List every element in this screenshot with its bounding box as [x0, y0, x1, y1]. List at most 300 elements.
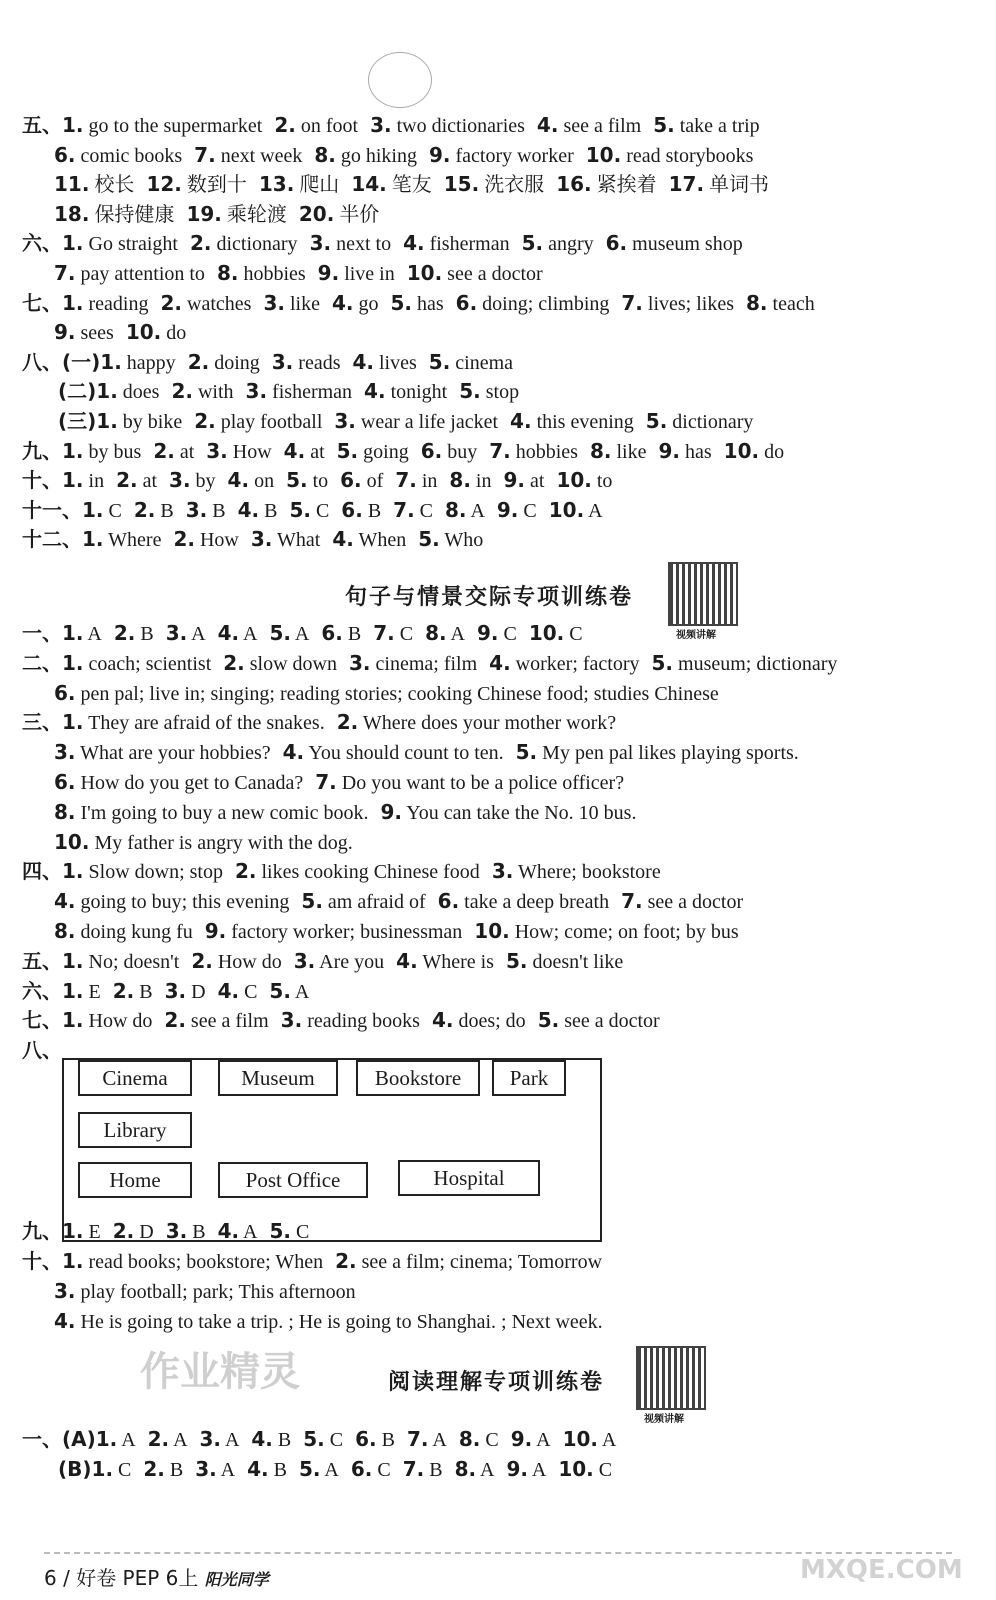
- answer-item: [169, 467, 216, 494]
- answer-number: 2.: [164, 1008, 186, 1033]
- answer-text: You should count to ten.: [308, 742, 504, 765]
- answer-item: [646, 408, 754, 435]
- answer-item: [82, 526, 161, 553]
- answer-text: Are you: [319, 950, 385, 973]
- answer-item: [556, 171, 656, 198]
- answer-number: 2.: [147, 1427, 170, 1451]
- answer-text: to: [596, 470, 613, 493]
- answer-text: A: [324, 1459, 339, 1481]
- section-2-title: 句子与情景交际专项训练卷: [345, 585, 634, 610]
- answer-line: [22, 650, 849, 677]
- answer-item: [522, 230, 594, 257]
- answer-number: 5.: [653, 113, 675, 137]
- page-number: 6: [44, 1566, 57, 1590]
- top-stamp: [368, 52, 432, 108]
- answer-number: 16.: [556, 172, 592, 197]
- answer-item: [62, 290, 149, 317]
- answer-item: [153, 438, 194, 465]
- answer-item: [395, 467, 437, 494]
- answer-text: museum shop: [632, 233, 743, 256]
- qr-caption: 视频讲解: [676, 630, 716, 641]
- answer-number: 9.: [510, 1427, 533, 1451]
- answer-text: read storybooks: [626, 144, 754, 167]
- answer-text: at: [142, 470, 158, 493]
- answer-number: 10.: [556, 468, 592, 493]
- watermark-corner: MXQE.COM: [800, 1555, 963, 1585]
- answer-number: 19.: [186, 201, 222, 226]
- answer-text: 紧挨着: [596, 174, 657, 197]
- answer-text: B: [192, 1221, 206, 1243]
- answer-text: pay attention to: [80, 263, 205, 285]
- answer-number: 8.: [589, 438, 612, 463]
- answer-line: [22, 349, 525, 376]
- answer-text: see a doctor: [647, 891, 744, 914]
- answer-number: 5.: [537, 1008, 560, 1033]
- answer-number: 3.: [309, 231, 332, 256]
- answer-number: 10.: [125, 320, 162, 345]
- answer-number: 3.: [164, 978, 187, 1003]
- answer-text: at: [310, 440, 325, 463]
- question-label: 五、: [22, 948, 62, 973]
- answer-item: [621, 888, 743, 915]
- answer-number: 2.: [336, 710, 359, 735]
- answer-text: with: [197, 381, 234, 404]
- answer-item: [449, 467, 491, 494]
- answer-text: hobbies: [243, 263, 306, 285]
- answer-number: 2.: [116, 468, 138, 493]
- answer-item: [228, 467, 275, 494]
- answer-line: [22, 438, 796, 465]
- answer-item: [318, 260, 395, 287]
- answer-number: 4.: [217, 978, 240, 1003]
- answer-item: [445, 497, 485, 524]
- answer-text: B: [381, 1429, 395, 1451]
- answer-item: [218, 978, 258, 1005]
- answer-text: likes cooking Chinese food: [261, 861, 480, 884]
- answer-item: [54, 201, 174, 228]
- answer-item: [511, 1426, 551, 1453]
- answer-text: by bus: [88, 440, 142, 463]
- answer-item: [54, 769, 303, 796]
- answer-number: 1.: [62, 290, 84, 315]
- answer-number: 4.: [331, 290, 354, 315]
- answer-text: You can take the No. 10 bus.: [406, 801, 637, 824]
- answer-line: [22, 709, 628, 736]
- answer-item: [294, 948, 384, 975]
- answer-text: museum; dictionary: [678, 652, 838, 675]
- answer-number: 2.: [187, 349, 210, 374]
- answer-text: do: [764, 440, 785, 463]
- answer-number: 4.: [396, 948, 418, 973]
- answer-text: A: [536, 1429, 551, 1451]
- answer-line: [22, 1426, 628, 1453]
- answer-number: 7.: [489, 438, 511, 463]
- answer-text: C: [377, 1459, 391, 1481]
- answer-item: [337, 438, 409, 465]
- answer-number: 7.: [621, 889, 643, 914]
- answer-item: [173, 526, 238, 553]
- map-box-home: Home: [78, 1162, 192, 1198]
- answer-number: 8.: [314, 142, 336, 167]
- question-label: (三): [58, 409, 97, 433]
- answer-number: 15.: [443, 172, 480, 197]
- answer-number: 2.: [160, 290, 183, 315]
- answer-text: When: [358, 529, 407, 552]
- answer-item: [341, 497, 381, 524]
- answer-text: see a film: [563, 115, 642, 137]
- answer-item: [218, 1218, 258, 1245]
- answer-item: [370, 112, 525, 139]
- answer-text: cinema: [455, 351, 514, 374]
- answer-text: going: [363, 440, 409, 463]
- answer-text: C: [329, 1429, 344, 1451]
- answer-text: buy: [447, 440, 478, 463]
- answer-item: [315, 769, 624, 796]
- answer-text: 数到十: [186, 174, 247, 197]
- answer-number: 3.: [206, 438, 228, 463]
- answer-line: [54, 799, 648, 826]
- answer-item: [238, 497, 278, 524]
- answer-item: [96, 378, 159, 405]
- answer-text: B: [277, 1429, 292, 1451]
- answer-item: [54, 888, 289, 915]
- answer-text: C: [419, 499, 434, 522]
- answer-text: going to buy; this evening: [80, 891, 290, 914]
- answer-item: [351, 171, 431, 198]
- answer-number: 2.: [153, 438, 175, 463]
- answer-text: My father is angry with the dog.: [94, 831, 353, 854]
- question-label: (B): [58, 1457, 92, 1481]
- answer-item: [62, 1218, 101, 1245]
- answer-text: B: [367, 499, 382, 522]
- answer-text: slow down: [249, 652, 337, 675]
- answer-text: Do you want to be a police officer?: [341, 772, 625, 794]
- answer-number: 6.: [455, 290, 478, 315]
- answer-item: [235, 858, 480, 885]
- answer-item: [62, 112, 262, 139]
- answer-text: has: [416, 292, 444, 315]
- question-label: 五、: [22, 113, 62, 137]
- answer-number: 4.: [332, 527, 354, 552]
- answer-text: C: [108, 499, 122, 522]
- answer-number: 6.: [340, 468, 362, 493]
- answer-text: see a doctor: [447, 263, 543, 285]
- answer-item: [274, 112, 358, 139]
- question-label: 六、: [22, 231, 62, 256]
- answer-item: [556, 467, 612, 494]
- answer-text: B: [212, 499, 226, 522]
- map-box-park: Park: [492, 1060, 566, 1096]
- answer-number: 1.: [62, 978, 84, 1003]
- answer-line: [54, 260, 555, 287]
- question-label: 一、(A): [22, 1427, 96, 1451]
- answer-text: A: [480, 1459, 495, 1481]
- answer-number: 8.: [54, 799, 76, 824]
- answer-item: [62, 1007, 152, 1034]
- answer-text: happy: [126, 351, 176, 374]
- answer-text: wear a life jacket: [360, 411, 499, 433]
- answer-number: 9.: [204, 919, 227, 943]
- answer-item: [206, 438, 271, 465]
- answer-text: E: [88, 1221, 101, 1243]
- section-3-title: 阅读理解专项训练卷: [388, 1370, 605, 1395]
- answer-text: doesn't like: [532, 950, 624, 973]
- answer-line: [54, 829, 365, 856]
- answer-number: 3.: [169, 468, 191, 493]
- answer-text: Where; bookstore: [517, 861, 661, 884]
- answer-text: My pen pal likes playing sports.: [542, 742, 799, 765]
- answer-number: 9.: [380, 799, 403, 824]
- answer-text: B: [160, 499, 174, 522]
- answer-text: A: [191, 623, 206, 645]
- answer-item: [289, 497, 329, 524]
- answer-item: [113, 1218, 154, 1245]
- answer-line: [54, 319, 198, 346]
- answer-number: 9.: [506, 1457, 528, 1481]
- answer-item: [188, 349, 260, 376]
- answer-item: [281, 1007, 420, 1034]
- answer-number: 4.: [536, 113, 559, 137]
- book-title: 好卷 PEP 6上: [76, 1566, 199, 1590]
- answer-text: D: [191, 980, 206, 1003]
- answer-number: 20.: [298, 201, 335, 226]
- answer-line: [22, 230, 755, 257]
- question-label: 九、: [22, 1219, 62, 1243]
- answer-text: by bike: [122, 411, 183, 433]
- answer-item: [403, 1456, 443, 1483]
- answer-item: [364, 378, 447, 405]
- qr-code-icon-2[interactable]: [636, 1346, 706, 1410]
- answer-number: 1.: [100, 349, 122, 374]
- answer-item: [351, 1456, 391, 1483]
- answer-line: [22, 526, 495, 553]
- answer-text: in: [475, 470, 492, 493]
- answer-item: [92, 1456, 132, 1483]
- answer-text: C: [503, 623, 517, 645]
- answer-item: [506, 1456, 546, 1483]
- answer-item: [455, 1456, 495, 1483]
- answer-item: [143, 1456, 183, 1483]
- answer-item: [497, 497, 537, 524]
- answer-item: [126, 319, 186, 346]
- footer-separator: /: [63, 1566, 70, 1590]
- answer-text: worker; factory: [515, 652, 640, 675]
- answer-item: [186, 201, 286, 228]
- answer-number: 7.: [406, 1427, 429, 1451]
- answer-number: 11.: [54, 172, 90, 197]
- answer-text: see a film: [190, 1010, 269, 1033]
- answer-text: B: [140, 623, 154, 645]
- answer-item: [54, 799, 369, 826]
- answer-item: [62, 858, 223, 885]
- question-label: 十、: [22, 468, 62, 493]
- answer-text: 校长: [94, 174, 135, 197]
- answer-text: doing: [214, 351, 260, 374]
- answer-text: angry: [548, 233, 594, 256]
- answer-number: 6.: [350, 1457, 373, 1481]
- answer-number: 2.: [173, 527, 195, 552]
- answer-text: B: [273, 1459, 287, 1481]
- qr-code-icon[interactable]: [668, 562, 738, 626]
- answer-text: next to: [336, 233, 392, 256]
- answer-item: [283, 739, 504, 766]
- answer-text: in: [88, 470, 105, 493]
- answer-line: [22, 467, 624, 494]
- answer-item: [54, 739, 271, 766]
- answer-text: live in: [344, 263, 395, 285]
- answer-item: [425, 620, 465, 647]
- answer-number: 9.: [54, 320, 76, 345]
- answer-number: 5.: [428, 349, 451, 374]
- answer-number: 3.: [165, 1219, 188, 1243]
- answer-text: What: [277, 529, 321, 552]
- answer-line: [22, 1218, 321, 1245]
- answer-text: A: [588, 499, 603, 522]
- answer-item: [303, 1426, 343, 1453]
- answer-number: 5.: [286, 468, 308, 493]
- question-label: 八、(一): [22, 349, 101, 374]
- footer-divider: [44, 1552, 952, 1554]
- answer-number: 8.: [449, 468, 471, 493]
- answer-number: 1.: [62, 231, 84, 256]
- answer-line: [54, 739, 811, 766]
- answer-text: He is going to take a trip. ; He is going to Shanghai. ; Next week.: [80, 1311, 603, 1333]
- answer-item: [269, 620, 309, 647]
- answer-item: [100, 349, 175, 376]
- answer-number: 10.: [54, 829, 90, 854]
- answer-text: C: [485, 1429, 499, 1451]
- map-box-hospital: Hospital: [398, 1160, 540, 1196]
- answer-number: 10.: [723, 438, 760, 463]
- answer-item: [299, 1456, 339, 1483]
- answer-item: [62, 467, 104, 494]
- answer-item: [396, 948, 494, 975]
- answer-item: [407, 1426, 447, 1453]
- answer-number: 2.: [113, 621, 136, 645]
- answer-number: 3.: [263, 290, 285, 315]
- answer-number: 10.: [562, 1427, 599, 1451]
- answer-number: 1.: [62, 621, 84, 645]
- answer-item: [134, 497, 174, 524]
- answer-text: Who: [444, 529, 484, 552]
- answer-number: 5.: [269, 978, 291, 1003]
- answer-line: [58, 1456, 624, 1483]
- answer-number: 10.: [558, 1457, 594, 1481]
- answer-item: [284, 438, 325, 465]
- answer-item: [529, 620, 583, 647]
- answer-text: lives: [379, 351, 417, 374]
- answer-text: go hiking: [340, 144, 417, 167]
- answer-line: [54, 1308, 615, 1335]
- answer-number: 5.: [269, 621, 291, 645]
- footer: [44, 1562, 269, 1591]
- answer-text: play football: [220, 411, 323, 433]
- answer-line: [22, 948, 635, 975]
- answer-item: [62, 230, 178, 257]
- answer-item: [332, 526, 406, 553]
- answer-text: They are afraid of the snakes.: [88, 712, 325, 735]
- answer-item: [247, 1456, 287, 1483]
- answer-text: A: [224, 1429, 240, 1451]
- answer-number: 4.: [431, 1008, 454, 1033]
- answer-item: [444, 171, 544, 198]
- answer-text: C: [244, 980, 258, 1003]
- answer-text: C: [523, 499, 537, 522]
- answer-text: 爬山: [299, 174, 340, 197]
- answer-text: Where is: [422, 950, 494, 973]
- answer-item: [113, 978, 153, 1005]
- answer-text: A: [450, 623, 465, 645]
- answer-item: [558, 1456, 612, 1483]
- answer-item: [62, 650, 211, 677]
- answer-item: [332, 290, 379, 317]
- answer-item: [407, 260, 543, 287]
- answer-number: 3.: [165, 621, 188, 645]
- answer-item: [429, 142, 574, 169]
- answer-line: [22, 497, 615, 524]
- question-label: 四、: [22, 859, 62, 884]
- answer-item: [54, 171, 134, 198]
- answer-text: A: [294, 980, 310, 1003]
- answer-item: [62, 620, 102, 647]
- answer-item: [62, 978, 101, 1005]
- answer-item: [474, 918, 738, 945]
- answer-item: [200, 1426, 240, 1453]
- answer-item: [194, 142, 302, 169]
- answer-number: 4.: [489, 650, 511, 675]
- answer-number: 6.: [605, 231, 628, 256]
- answer-number: 6.: [355, 1427, 377, 1451]
- answer-text: in: [421, 470, 438, 493]
- answer-text: on: [254, 470, 275, 493]
- answer-item: [352, 349, 416, 376]
- answer-text: B: [139, 980, 153, 1003]
- answer-number: 1.: [96, 379, 118, 404]
- answer-item: [537, 112, 641, 139]
- answer-number: 8.: [746, 290, 768, 315]
- answer-text: 洗衣服: [484, 174, 545, 197]
- answer-item: [164, 1007, 268, 1034]
- answer-number: 14.: [351, 172, 387, 197]
- answer-number: 1.: [82, 497, 104, 522]
- answer-number: 7.: [373, 621, 395, 645]
- answer-item: [96, 1426, 136, 1453]
- answer-text: fisherman: [429, 233, 510, 256]
- answer-item: [148, 1426, 188, 1453]
- answer-item: [477, 620, 517, 647]
- answer-number: 10.: [406, 261, 443, 285]
- answer-item: [96, 408, 182, 435]
- answer-item: [62, 709, 325, 736]
- question-label: 八、: [22, 1038, 62, 1063]
- answer-item: [269, 978, 309, 1005]
- answer-number: 7.: [315, 770, 337, 794]
- answer-item: [205, 918, 463, 945]
- answer-number: 1.: [96, 409, 118, 433]
- question-label: 二、: [22, 650, 62, 675]
- question-label: 九、: [22, 438, 62, 463]
- answer-text: No; doesn't: [88, 950, 180, 973]
- answer-item: [301, 888, 425, 915]
- answer-text: does: [122, 381, 160, 404]
- answer-text: C: [118, 1459, 132, 1481]
- answer-number: 10.: [474, 919, 510, 943]
- answer-number: 3.: [491, 859, 514, 884]
- answer-line: [22, 1007, 672, 1034]
- answer-number: 2.: [194, 409, 216, 433]
- answer-text: teach: [772, 292, 815, 315]
- answer-number: 1.: [82, 527, 104, 552]
